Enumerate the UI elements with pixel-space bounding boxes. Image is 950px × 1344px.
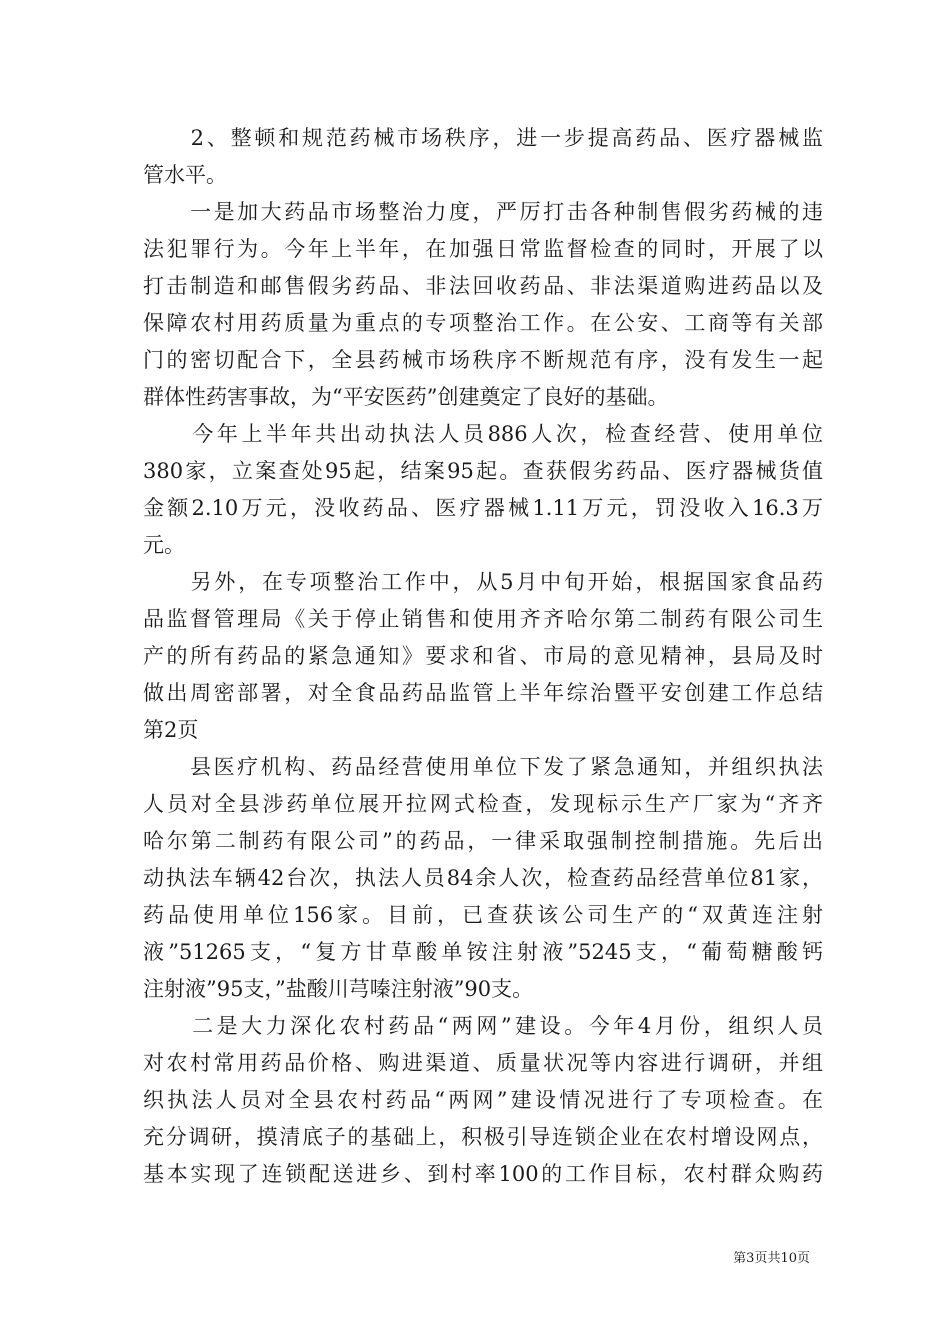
text-line: 另外，在专项整治工作中，从5月中旬开始，根据国家食品药	[143, 570, 823, 594]
text-line: 元。	[143, 533, 185, 557]
text-line: 县医疗机构、药品经营使用单位下发了紧急通知，并组织执法	[143, 755, 823, 779]
text-line: 做出周密部署，对全食品药品监管上半年综治暨平安创建工作总结	[143, 681, 823, 705]
text-line: 织执法人员对全县农村药品“两网”建设情况进行了专项检查。在	[143, 1088, 823, 1112]
text-line: 二是大力深化农村药品“两网”建设。今年4月份，组织人员	[143, 1014, 823, 1038]
text-line: 液”51265支，“复方甘草酸单铵注射液”5245支，“葡萄糖酸钙	[143, 940, 823, 964]
text-line: 群体性药害事故，为“平安医药”创建奠定了良好的基础。	[143, 385, 669, 409]
text-line: 管水平。	[143, 163, 227, 187]
text-line: 动执法车辆42台次，执法人员84余人次，检查药品经营单位81家，	[143, 866, 823, 890]
text-line: 药品使用单位156家。目前，已查获该公司生产的“双黄连注射	[143, 903, 823, 927]
text-line: 对农村常用药品价格、购进渠道、质量状况等内容进行调研，并组	[143, 1051, 823, 1075]
text-line: 金额2.10万元，没收药品、医疗器械1.11万元，罚没收入16.3万	[143, 496, 823, 520]
text-line: 哈尔第二制药有限公司”的药品，一律采取强制控制措施。先后出	[143, 829, 823, 853]
text-line: 品监督管理局《关于停止销售和使用齐齐哈尔第二制药有限公司生	[143, 607, 823, 631]
text-line: 380家，立案查处95起，结案95起。查获假劣药品、医疗器械货值	[143, 459, 823, 483]
text-line: 今年上半年共出动执法人员886人次，检查经营、使用单位	[143, 422, 823, 446]
text-line: 产的所有药品的紧急通知》要求和省、市局的意见精神，县局及时	[143, 644, 823, 668]
text-line: 人员对全县涉药单位展开拉网式检查，发现标示生产厂家为“齐齐	[143, 792, 823, 816]
text-line: 基本实现了连锁配送进乡、到村率100的工作目标，农村群众购药	[143, 1162, 823, 1186]
text-line: 第2页	[143, 718, 199, 742]
text-line: 门的密切配合下，全县药械市场秩序不断规范有序，没有发生一起	[143, 348, 823, 372]
text-line: 打击制造和邮售假劣药品、非法回收药品、非法渠道购进药品以及	[143, 274, 823, 298]
text-line: 充分调研，摸清底子的基础上，积极引导连锁企业在农村增设网点，	[143, 1125, 823, 1149]
text-line: 保障农村用药质量为重点的专项整治工作。在公安、工商等有关部	[143, 311, 823, 335]
text-line: 注射液”95支，”盐酸川芎嗪注射液”90支。	[143, 977, 534, 1001]
text-line: 法犯罪行为。今年上半年，在加强日常监督检查的同时，开展了以	[143, 237, 823, 261]
text-line: 2、整顿和规范药械市场秩序，进一步提高药品、医疗器械监	[143, 126, 823, 150]
text-line: 一是加大药品市场整治力度，严厉打击各种制售假劣药械的违	[143, 200, 823, 224]
page-number: 第3页共10页	[733, 1251, 810, 1266]
